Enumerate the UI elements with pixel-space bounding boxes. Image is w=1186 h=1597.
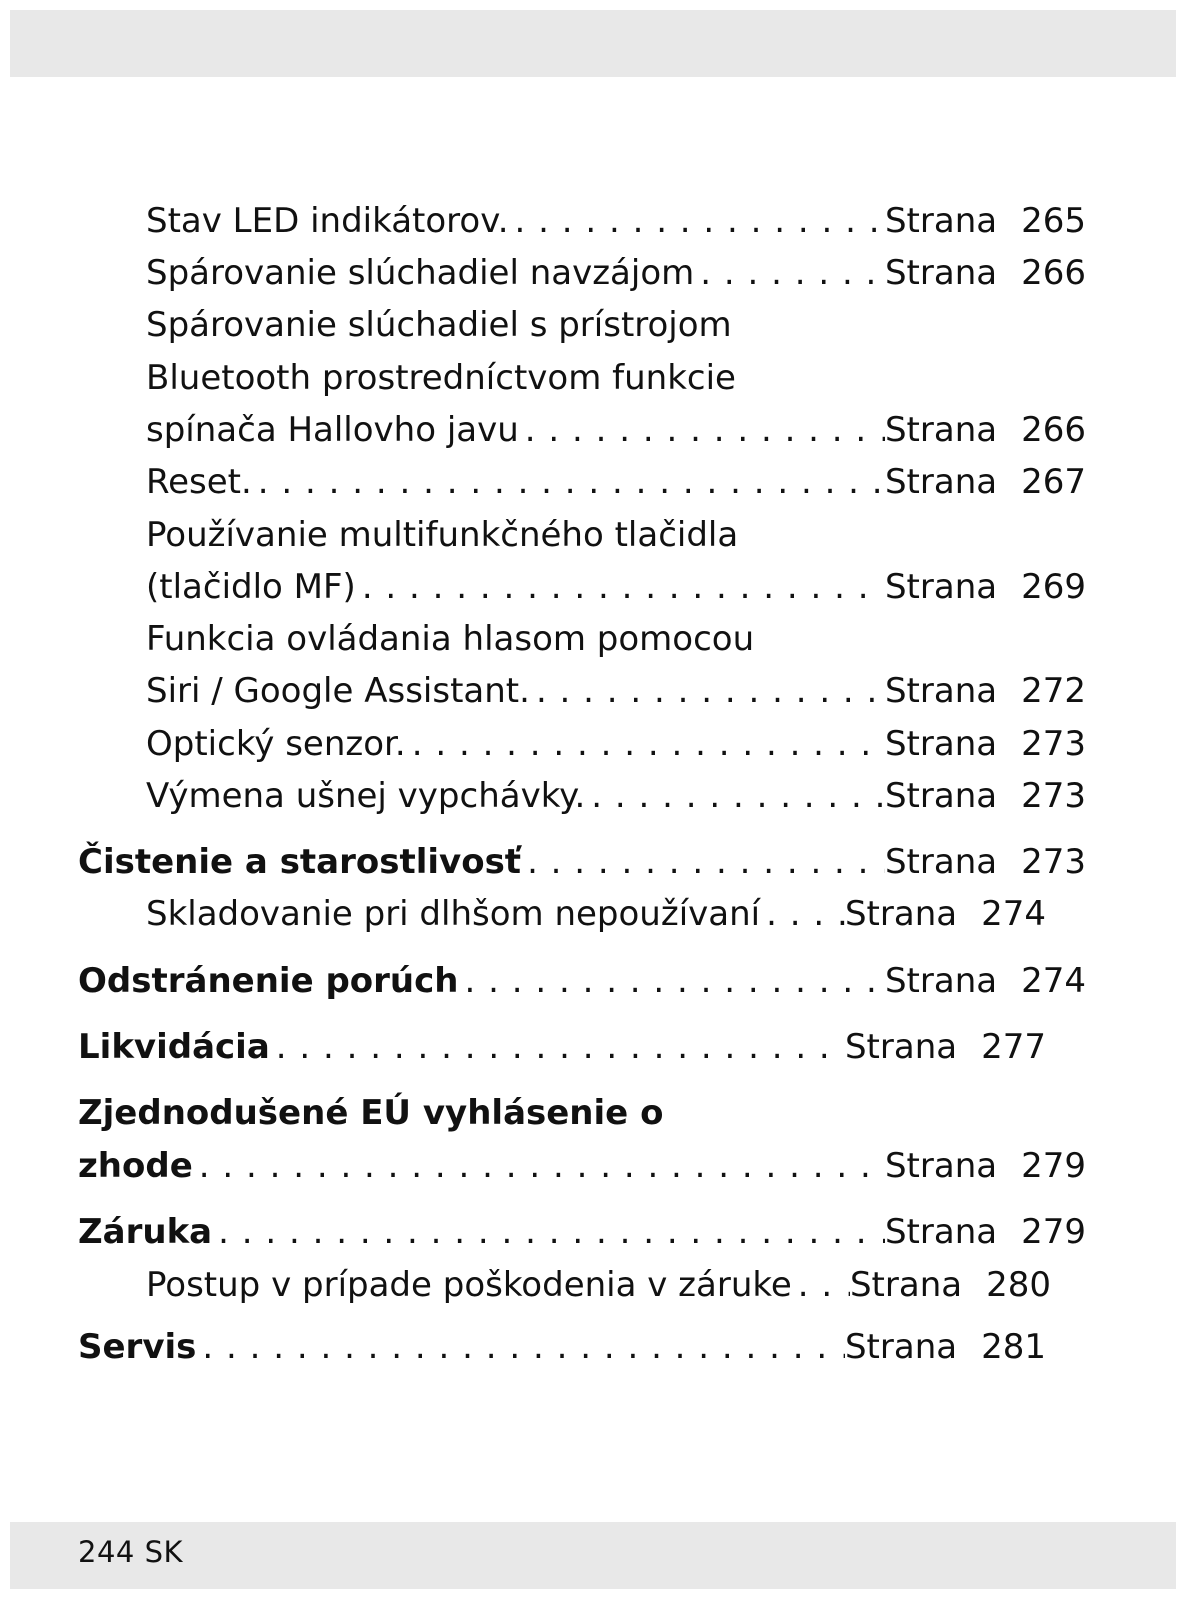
toc-leader-dots	[252, 456, 885, 508]
toc-leader-dots	[196, 1321, 845, 1373]
toc-entry[interactable]	[146, 888, 1046, 940]
toc-section-title: Zjednodušené EÚ vyhlásenie o	[78, 1093, 664, 1133]
toc-entry-page	[885, 1140, 1086, 1192]
toc-page-number: 281	[981, 1327, 1046, 1367]
toc-section-title: Odstránenie porúch	[78, 961, 459, 1001]
toc-entry[interactable]	[146, 1259, 1051, 1311]
toc-entry-line[interactable]	[146, 299, 732, 351]
toc-page-word: Strana	[884, 462, 998, 502]
toc-section-entry[interactable]	[78, 955, 1086, 1007]
toc-page-word: Strana	[884, 671, 998, 711]
toc-section-title: Servis	[78, 1327, 197, 1367]
toc-entry-page	[885, 770, 1086, 822]
toc-leader-dots	[521, 836, 885, 888]
toc-section-entry[interactable]	[78, 1321, 1046, 1373]
toc-section-title: Likvidácia	[78, 1027, 270, 1067]
toc-page-number: 280	[986, 1265, 1051, 1305]
toc-entry-title: Skladovanie pri dlhšom nepoužívaní	[146, 894, 761, 934]
toc-entry-page	[850, 1259, 1051, 1311]
toc-entry[interactable]	[146, 561, 1086, 613]
toc-page-word: Strana	[844, 894, 958, 934]
toc-leader-dots	[760, 888, 845, 940]
toc-section-entry[interactable]	[78, 1206, 1086, 1258]
toc-page-word: Strana	[844, 1027, 958, 1067]
toc-entry-title: Spárovanie slúchadiel navzájom	[146, 253, 695, 293]
toc-leader-dots	[530, 665, 885, 717]
toc-leader-dots	[212, 1206, 885, 1258]
toc-leader-dots	[270, 1021, 845, 1073]
toc-entry-title: Stav LED indikátorov.	[146, 201, 509, 241]
toc-entry-title: (tlačidlo MF)	[146, 567, 356, 607]
footer-band	[10, 1522, 1176, 1589]
toc-entry[interactable]	[146, 404, 1086, 456]
toc-entry-page	[885, 665, 1086, 717]
toc-section-entry[interactable]	[78, 1140, 1086, 1192]
toc-entry-title: spínača Hallovho javu	[146, 410, 519, 450]
toc-page-word: Strana	[884, 842, 998, 882]
toc-leader-dots	[519, 404, 885, 456]
toc-entry-page	[885, 456, 1086, 508]
toc-section-entry[interactable]	[78, 1021, 1046, 1073]
toc-page-number: 266	[1021, 253, 1086, 293]
toc-entry-title: Spárovanie slúchadiel s prístrojom	[146, 305, 732, 345]
toc-page-word: Strana	[844, 1327, 958, 1367]
toc-section-title: Čistenie a starostlivosť	[78, 842, 522, 882]
toc-leader-dots	[694, 247, 885, 299]
toc-entry[interactable]	[146, 718, 1086, 770]
toc-page-word: Strana	[884, 1212, 998, 1252]
toc-page-number: 273	[1021, 776, 1086, 816]
toc-entry-page	[885, 718, 1086, 770]
toc-entry-line[interactable]	[146, 352, 736, 404]
toc-entry-page	[885, 247, 1086, 299]
toc-leader-dots	[193, 1140, 885, 1192]
toc-entry-title: Funkcia ovládania hlasom pomocou	[146, 619, 755, 659]
toc-entry-page	[885, 195, 1086, 247]
toc-page-word: Strana	[884, 961, 998, 1001]
toc-entry-page	[885, 1206, 1086, 1258]
toc-entry-page	[885, 404, 1086, 456]
toc-entry[interactable]	[146, 770, 1086, 822]
toc-leader-dots	[356, 561, 885, 613]
toc-page-word: Strana	[884, 724, 998, 764]
toc-page-number: 269	[1021, 567, 1086, 607]
toc-page-number: 274	[981, 894, 1046, 934]
toc-entry-title: Bluetooth prostredníctvom funkcie	[146, 358, 736, 398]
toc-page-word: Strana	[884, 410, 998, 450]
toc-page-word: Strana	[849, 1265, 963, 1305]
toc-leader-dots	[585, 770, 885, 822]
toc-entry-page	[845, 1021, 1046, 1073]
toc-entry-page	[885, 561, 1086, 613]
toc-page-word: Strana	[884, 1146, 998, 1186]
toc-entry[interactable]	[146, 247, 1086, 299]
toc-entry[interactable]	[146, 665, 1086, 717]
toc-entry-line[interactable]	[146, 613, 754, 665]
toc-page-number: 274	[1021, 961, 1086, 1001]
toc-page-word: Strana	[884, 201, 998, 241]
toc-page-number: 279	[1021, 1146, 1086, 1186]
toc-entry-title: Postup v prípade poškodenia v záruke	[146, 1265, 792, 1305]
toc-entry-title: Reset.	[146, 462, 252, 502]
toc-section-title: Záruka	[78, 1212, 213, 1252]
toc-entry-page	[845, 1321, 1046, 1373]
toc-entry-page	[885, 836, 1086, 888]
toc-entry-title: Siri / Google Assistant.	[146, 671, 530, 711]
toc-section-line[interactable]	[78, 1087, 663, 1139]
toc-page-word: Strana	[884, 776, 998, 816]
toc-entry[interactable]	[146, 195, 1086, 247]
toc-leader-dots	[406, 718, 885, 770]
toc-entry[interactable]	[146, 456, 1086, 508]
toc-entry-title: Používanie multifunkčného tlačidla	[146, 515, 739, 555]
toc-entry-page	[845, 888, 1046, 940]
toc-page-number: 273	[1021, 724, 1086, 764]
toc-page-word: Strana	[884, 567, 998, 607]
page-number-label: 244 SK	[78, 1535, 183, 1569]
toc-page-number: 273	[1021, 842, 1086, 882]
toc-leader-dots	[509, 195, 885, 247]
toc-entry-page	[885, 955, 1086, 1007]
toc-page-number: 279	[1021, 1212, 1086, 1252]
toc-leader-dots	[459, 955, 885, 1007]
toc-entry-line[interactable]	[146, 509, 738, 561]
toc-entry-title: Výmena ušnej vypchávky.	[146, 776, 586, 816]
toc-section-title: zhode	[78, 1146, 193, 1186]
toc-page-number: 266	[1021, 410, 1086, 450]
toc-leader-dots	[792, 1259, 850, 1311]
toc-entry-title: Optický senzor.	[146, 724, 406, 764]
toc-page-number: 267	[1021, 462, 1086, 502]
toc-section-entry[interactable]	[78, 836, 1086, 888]
toc-page-number: 265	[1021, 201, 1086, 241]
toc-page-number: 277	[981, 1027, 1046, 1067]
toc-page-number: 272	[1021, 671, 1086, 711]
toc-page-word: Strana	[884, 253, 998, 293]
